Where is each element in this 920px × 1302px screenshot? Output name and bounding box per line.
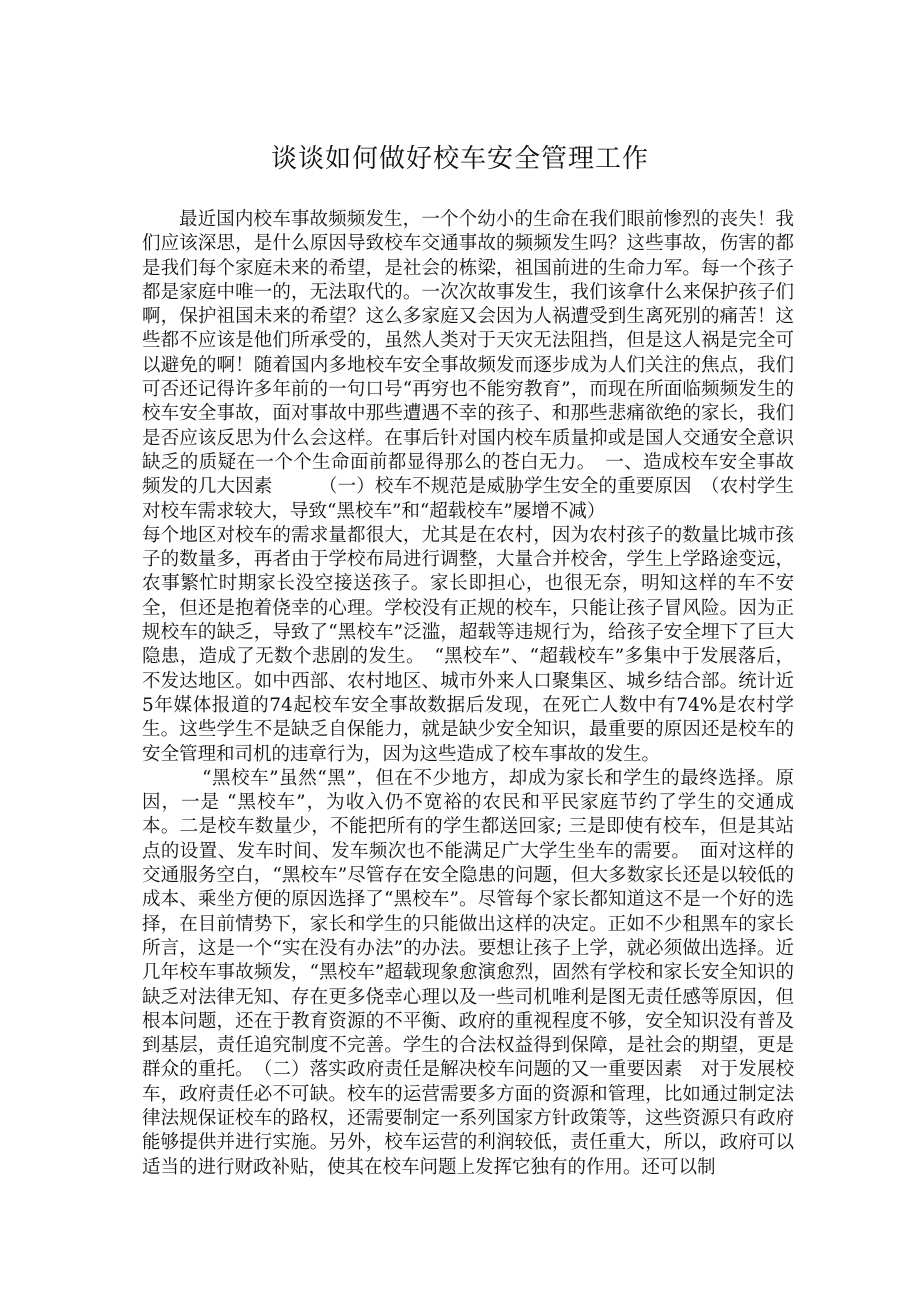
document-title: 谈谈如何做好校车安全管理工作 [270,144,649,174]
paragraph-2: 每个地区对校车的需求量都很大，尤其是在农村，因为农村孩子的数量比城市孩子的数量多，再者由于学校布局进行调整，大量合并校舍，学生上学路途变远，农事繁忙时期家长没空接送孩子。家长即担心，也很无奈，明知这样的车不安全，但还是抱着侥幸的心理。学校没有正规的校车，只能让孩子冒风险。因为正规校车的缺乏，导致了“黑校车”泛滥，超载等违规行为，给孩子安全埋下了巨大隐患，造成了无数个悲剧的发生。 “黑校车”、“超载校车”多集中于发展落后，不发达地区。如中西部、农村地区、城市外来人口聚集区、城乡结合部。统计近5年媒体报道的74起校车安全事故数据后发现，在死亡人数中有74%是农村学生。这些学生不是缺乏自保能力，就是缺少安全知识，最重要的原因还是校车的安全管理和司机的违章行为，因为这些造成了校车事故的发生。 [142,524,794,765]
paragraph-3: “黑校车”虽然“黑”，但在不少地方，却成为家长和学生的最终选择。原因，一是 “黑校车”，为收入仍不宽裕的农民和平民家庭节约了学生的交通成本。二是校车数量少，不能把所有的学生都送回家; 三是即使有校车，但是其站点的设置、发车时间、发车频次也不能满足广大学生坐车的需要。 面对这样的交通服务空白，“黑校车”尽管存在安全隐患的问题，但大多数家长还是以较低的成本、乘坐方便的原因选择了“黑校车”。尽管每个家长都知道这不是一个好的选择，在目前情势下，家长和学生的只能做出这样的决定。正如不少租黑车的家长所言，这是一个“实在没有办法”的办法。要想让孩子上学，就必须做出选择。近几年校车事故频发，“黑校车”超载现象愈演愈烈，固然有学校和家长安全知识的缺乏对法律无知、存在更多侥幸心理以及一些司机唯利是图无责任感等原因，但根本问题，还在于教育资源的不平衡、政府的重视程度不够，安全知识没有普及到基层，责任追究制度不完善。学生的合法权益得到保障，是社会的期望，更是群众的重托。 （二）落实政府责任是解决校车问题的又一重要因素 对于发展校车，政府责任必不可缺。校车的运营需要多方面的资源和管理，比如通过制定法律法规保证校车的路权，还需要制定一系列国家方针政策等，这些资源只有政府能够提供并进行实施。另外，校车运营的利润较低，责任重大，所以，政府可以适当的进行财政补贴，使其在校车问题上发挥它独有的作用。还可以制 [142,767,794,1178]
paragraph-1: 最近国内校车事故频频发生，一个个幼小的生命在我们眼前惨烈的丧失！我们应该深思，是什么原因导致校车交通事故的频频发生吗？这些事故，伤害的都是我们每个家庭未来的希望，是社会的栋梁，祖国前进的生命力军。每一个孩子都是家庭中唯一的，无法取代的。一次次故事发生，我们该拿什么来保护孩子们啊，保护祖国未来的希望？这么多家庭又会因为人祸遭受到生离死别的痛苦！这些都不应该是他们所承受的，虽然人类对于天灾无法阻挡，但是这人祸是完全可以避免的啊！随着国内多地校车安全事故频发而逐步成为人们关注的焦点，我们可否还记得许多年前的一句口号“再穷也不能穷教育”，而现在所面临频频发生的校车安全事故，面对事故中那些遭遇不幸的孩子、和那些悲痛欲绝的家长，我们是否应该反思为什么会这样。在事后针对国内校车质量抑或是国人交通安全意识缺乏的质疑在一个个生命面前都显得那么的苍白无力。 一、造成校车安全事故频发的几大因素 （一）校车不规范是威胁学生安全的重要原因 （农村学生对校车需求较大，导致“黑校车”和“超载校车”屡增不减） [142,209,794,522]
document-body [142,208,794,1180]
